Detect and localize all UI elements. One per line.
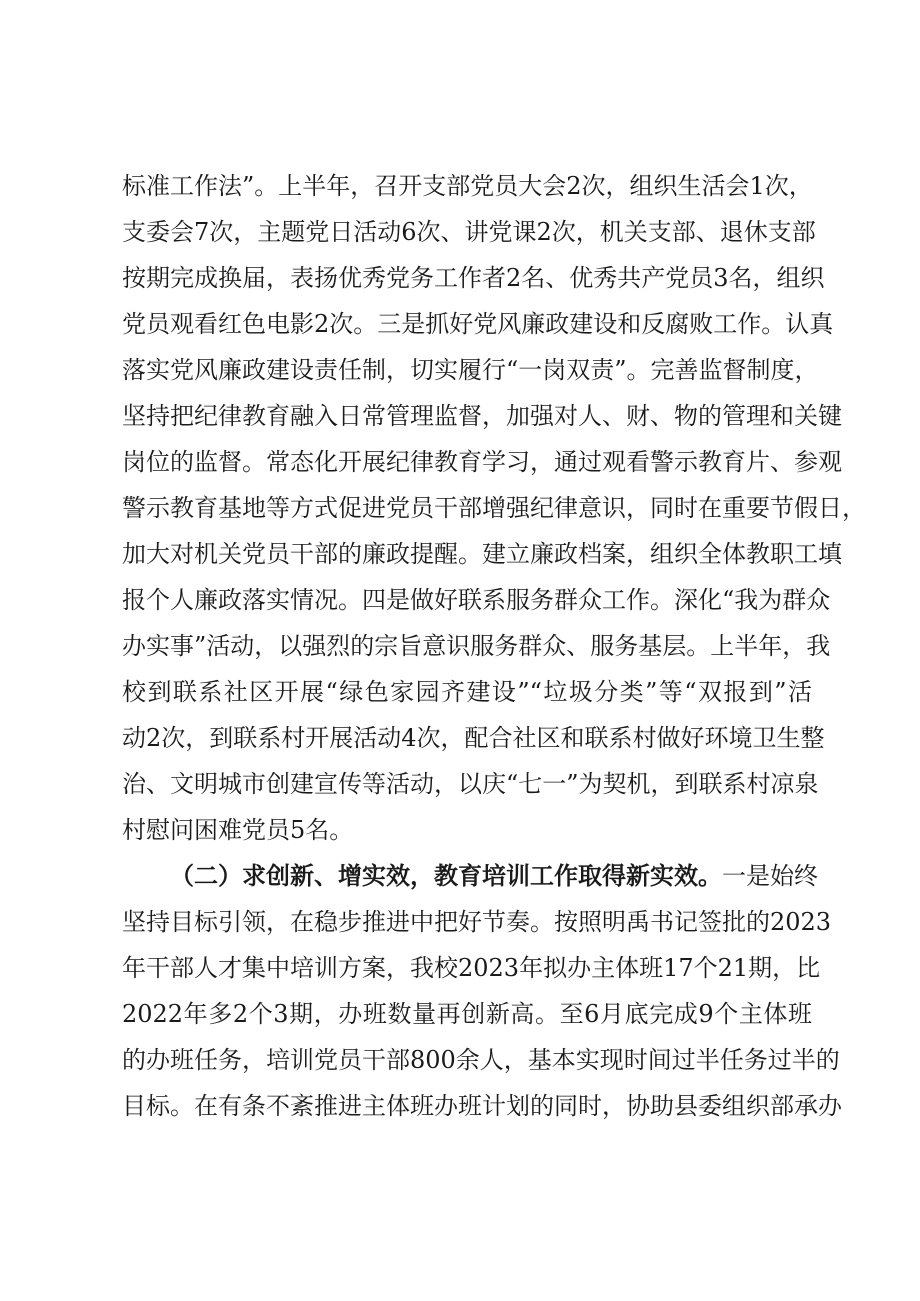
paragraph-line: 按期完成换届，表扬优秀党务工作者2名、优秀共产党员3名，组织	[122, 264, 825, 292]
paragraph-line: 报个人廉政落实情况。四是做好联系服务群众工作。深化“我为群众	[122, 586, 831, 614]
paragraph-line: 村慰问困难党员5名。	[122, 816, 354, 844]
paragraph-line: 加大对机关党员干部的廉政提醒。建立廉政档案，组织全体教职工填	[122, 540, 842, 568]
paragraph-line: 年干部人才集中培训方案，我校2023年拟办主体班17个21期，比	[122, 954, 821, 982]
paragraph-line: 2022年多2个3期，办班数量再创新高。至6月底完成9个主体班	[122, 1000, 812, 1028]
paragraph-line: 标准工作法”。上半年，召开支部党员大会2次，组织生活会1次，	[122, 172, 813, 200]
paragraph-line: 治、文明城市创建宣传等活动，以庆“七一”为契机，到联系村凉泉	[122, 770, 819, 798]
section-heading: （二）求创新、增实效，教育培训工作取得新实效。	[170, 861, 722, 890]
paragraph-line: 党员观看红色电影2次。三是抓好党风廉政建设和反腐败工作。认真	[122, 310, 834, 338]
paragraph-line: 的办班任务，培训党员干部800余人，基本实现时间过半任务过半的	[122, 1046, 840, 1074]
section-first-line-text: 一是始终	[722, 862, 818, 890]
paragraph-line: 办实事”活动，以强烈的宗旨意识服务群众、服务基层。上半年，我	[122, 632, 831, 660]
paragraph-line: 岗位的监督。常态化开展纪律教育学习，通过观看警示教育片、参观	[122, 448, 842, 476]
paragraph-line: 坚持把纪律教育融入日常管理监督，加强对人、财、物的管理和关键	[122, 402, 842, 430]
paragraph-line: 坚持目标引领，在稳步推进中把好节奏。按照明禹书记签批的2023	[122, 908, 832, 936]
paragraph-line: 目标。在有条不紊推进主体班办班计划的同时，协助县委组织部承办	[122, 1092, 842, 1120]
paragraph-line: 校到联系社区开展“绿色家园齐建设”“垃圾分类”等“双报到”活	[122, 678, 812, 706]
paragraph-line: 动2次，到联系村开展活动4次，配合社区和联系村做好环境卫生整	[122, 724, 825, 752]
paragraph-line: 支委会7次，主题党日活动6次、讲党课2次，机关支部、退休支部	[122, 218, 816, 246]
section-first-line	[170, 856, 818, 896]
paragraph-line: 落实党风廉政建设责任制，切实履行“一岗双责”。完善监督制度，	[122, 356, 819, 384]
paragraph-line: 警示教育基地等方式促进党员干部增强纪律意识，同时在重要节假日，	[122, 494, 866, 522]
